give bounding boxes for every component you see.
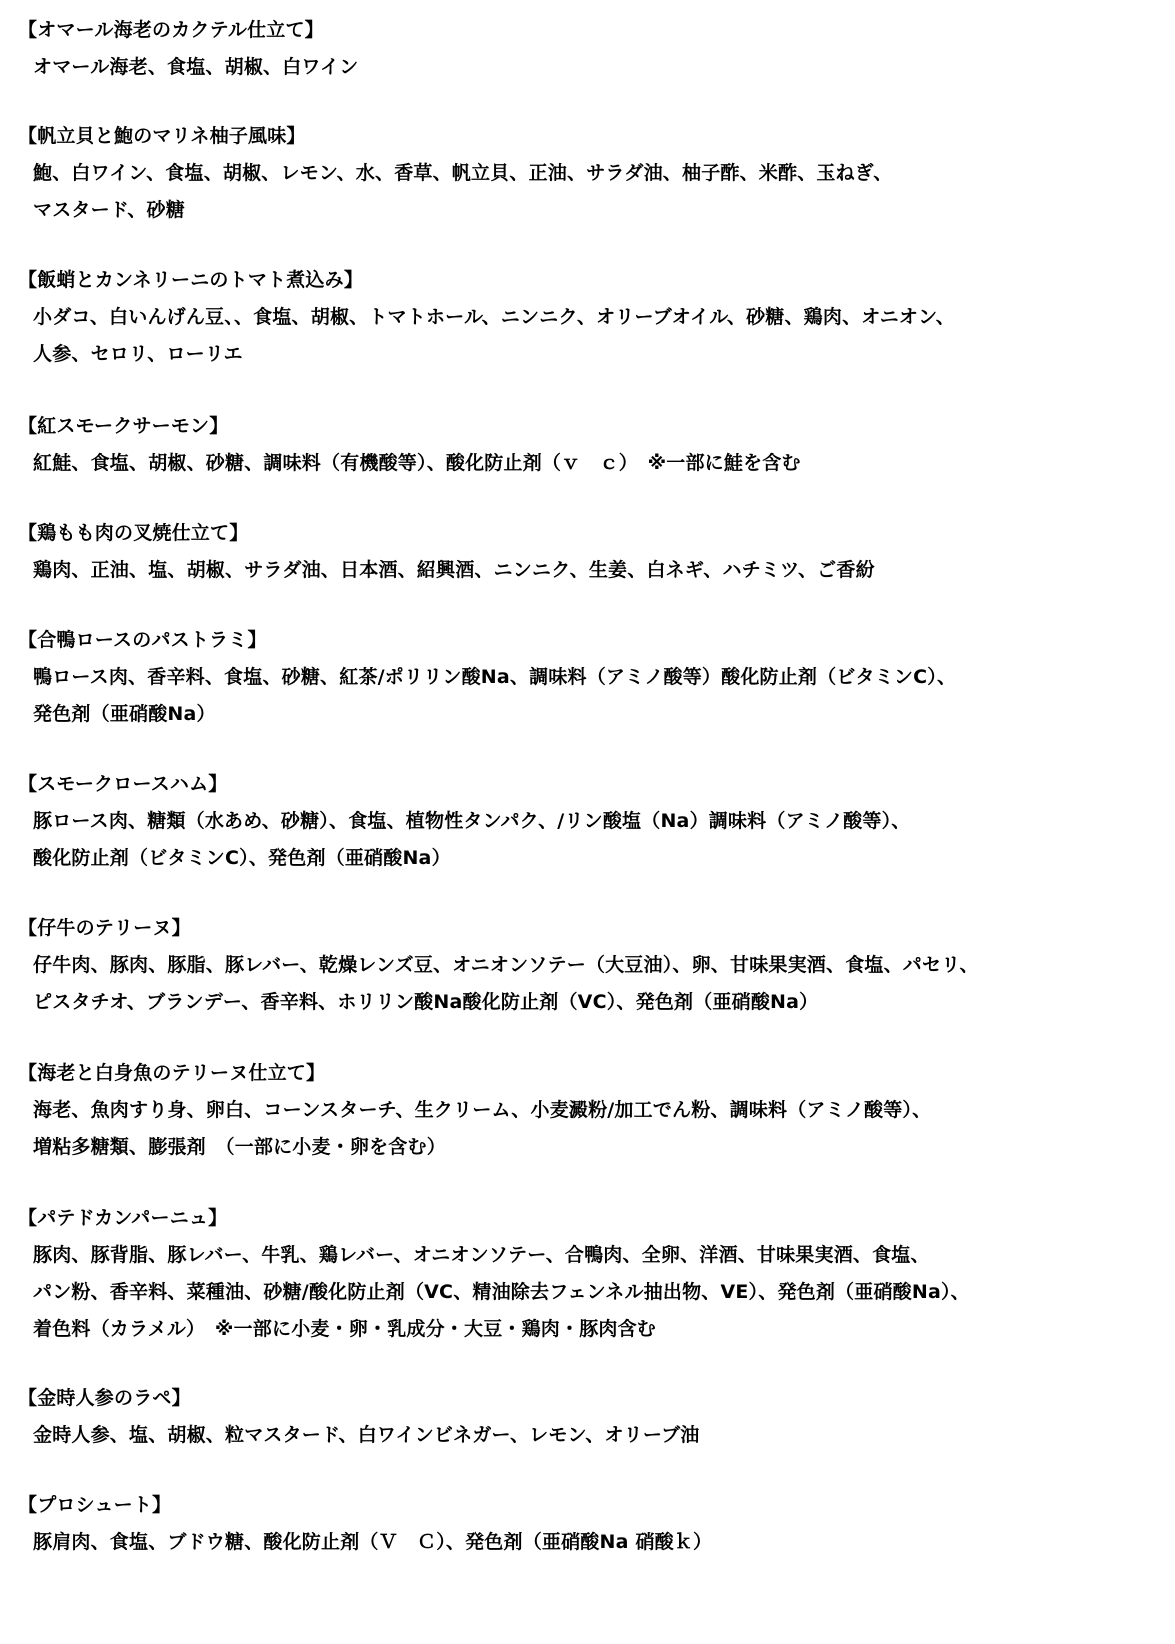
ingredient-line: オマール海老、食塩、胡椒、白ワイン [33, 56, 359, 78]
ingredient-line: マスタード、砂糖 [33, 199, 185, 221]
ingredient-item [18, 408, 1163, 482]
item-title: 【オマール海老のカクテル仕立て】 [18, 19, 324, 41]
ingredient-line: ピスタチオ、ブランデー、香辛料、ホリリン酸Na酸化防止剤（VC）、発色剤（亜硝酸Na） [33, 991, 819, 1013]
ingredient-line: 人参、セロリ、ローリエ [33, 343, 243, 365]
item-title: 【紅スモークサーモン】 [18, 415, 229, 437]
ingredient-item [18, 515, 1163, 589]
ingredient-item [18, 262, 1163, 373]
ingredient-line: パン粉、香辛料、菜種油、砂糖/酸化防止剤（VC、精油除去フェンネル抽出物、VE）、発色剤（亜硝酸Na）、 [33, 1281, 970, 1303]
item-title: 【スモークロースハム】 [18, 773, 228, 795]
ingredient-line: 鴨ロース肉、香辛料、食塩、砂糖、紅茶/ポリリン酸Na、調味料（アミノ酸等）酸化防止剤（ビタミンC）、 [33, 666, 957, 688]
ingredient-line: 金時人参、塩、胡椒、粒マスタード、白ワインビネガー、レモン、オリーブ油 [33, 1424, 700, 1446]
item-title: 【金時人参のラペ】 [18, 1387, 191, 1409]
item-title: 【パテドカンパーニュ】 [18, 1207, 228, 1229]
ingredient-item [18, 1055, 1163, 1166]
ingredient-line: 豚肩肉、食塩、ブドウ糖、酸化防止剤（Ｖ Ｃ）、発色剤（亜硝酸Na 硝酸ｋ） [33, 1531, 713, 1553]
item-title: 【合鴨ロースのパストラミ】 [18, 629, 267, 651]
ingredient-line: 鶏肉、正油、塩、胡椒、サラダ油、日本酒、紹興酒、ニンニク、生姜、白ネギ、ハチミツ、ご香紛 [33, 559, 875, 581]
ingredient-line: 豚ロース肉、糖類（水あめ、砂糖）、食塩、植物性タンパク、/リン酸塩（Na）調味料（アミノ酸等）、 [33, 810, 911, 832]
ingredient-line: 着色料（カラメル） ※一部に小麦・卵・乳成分・大豆・鶏肉・豚肉含む [33, 1318, 657, 1340]
item-title: 【帆立貝と鮑のマリネ柚子風味】 [18, 125, 306, 147]
item-title: 【仔牛のテリーヌ】 [18, 917, 191, 939]
ingredient-item [18, 1487, 1163, 1561]
ingredient-line: 豚肉、豚背脂、豚レバー、牛乳、鶏レバー、オニオンソテー、合鴨肉、全卵、洋酒、甘味果実酒、食塩、 [33, 1244, 930, 1266]
ingredient-item [18, 1200, 1163, 1348]
item-title: 【鶏もも肉の叉焼仕立て】 [18, 522, 249, 544]
ingredient-line: 海老、魚肉すり身、卵白、コーンスターチ、生クリーム、小麦澱粉/加工でん粉、調味料（アミノ酸等）、 [33, 1099, 932, 1121]
ingredient-item [18, 118, 1163, 229]
ingredient-item [18, 12, 1163, 86]
ingredient-item [18, 766, 1163, 877]
ingredient-item [18, 622, 1163, 733]
ingredient-item [18, 910, 1163, 1021]
item-title: 【海老と白身魚のテリーヌ仕立て】 [18, 1062, 326, 1084]
ingredient-line: 酸化防止剤（ビタミンC）、発色剤（亜硝酸Na） [33, 847, 451, 869]
ingredient-line: 増粘多糖類、膨張剤 （一部に小麦・卵を含む） [33, 1136, 446, 1158]
ingredient-line: 発色剤（亜硝酸Na） [33, 703, 216, 725]
item-title: 【プロシュート】 [18, 1494, 172, 1516]
item-title: 【飯蛸とカンネリーニのトマト煮込み】 [18, 269, 364, 291]
ingredient-line: 紅鮭、食塩、胡椒、砂糖、調味料（有機酸等）、酸化防止剤（ｖ ｃ） ※一部に鮭を含む [33, 452, 801, 474]
ingredient-line: 鮑、白ワイン、食塩、胡椒、レモン、水、香草、帆立貝、正油、サラダ油、柚子酢、米酢、玉ねぎ、 [33, 162, 893, 184]
ingredient-line: 仔牛肉、豚肉、豚脂、豚レバー、乾燥レンズ豆、オニオンソテー（大豆油）、卵、甘味果実酒、食塩、パセリ、 [33, 954, 979, 976]
ingredient-item [18, 1380, 1163, 1454]
ingredient-line: 小ダコ、白いんげん豆、、食塩、胡椒、トマトホール、ニンニク、オリーブオイル、砂糖、鶏肉、オニオン、 [33, 306, 955, 328]
